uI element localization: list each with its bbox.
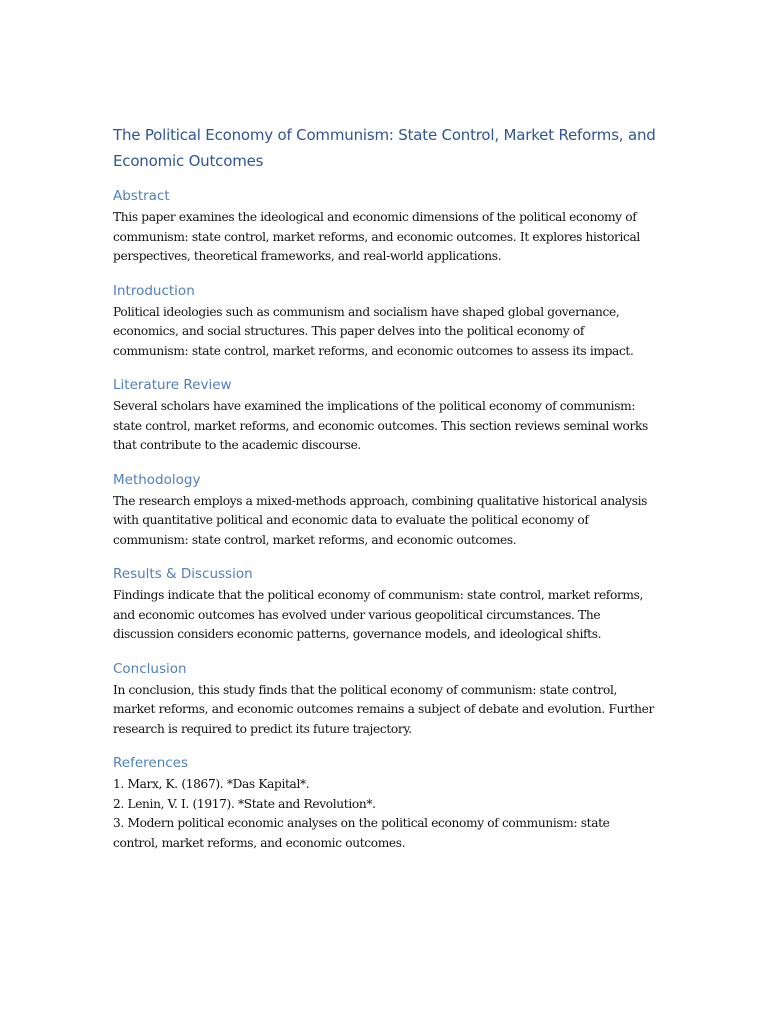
section-body: This paper examines the ideological and economic dimensions of the political economy of communism: state control, market reforms, and economic outcomes. It explores historical perspectives, theoretical frameworks, and real-world applications. bbox=[113, 210, 640, 263]
section-body: Findings indicate that the political economy of communism: state control, market reforms, and economic outcomes has evolved under various geopolitical circumstances. The discussion considers economic patterns, governance models, and ideological shifts. bbox=[113, 588, 644, 641]
section-conclusion bbox=[113, 659, 658, 740]
section-body: In conclusion, this study finds that the political economy of communism: state control, market reforms, and economic outcomes remains a subject of debate and evolution. Further research is required to predict its future trajectory. bbox=[113, 682, 654, 736]
section-heading: Results & Discussion bbox=[113, 566, 253, 582]
section-heading: Conclusion bbox=[113, 660, 187, 677]
section-literature-review bbox=[113, 375, 658, 456]
reference-item: 2. Lenin, V. I. (1917). *State and Revolution*. bbox=[113, 796, 376, 811]
section-results-discussion bbox=[113, 564, 658, 645]
section-heading: Abstract bbox=[113, 188, 170, 204]
document-title: The Political Economy of Communism: State Control, Market Reforms, and Economic Outcomes bbox=[113, 126, 656, 170]
section-introduction bbox=[113, 281, 658, 362]
reference-list bbox=[113, 775, 658, 853]
section-methodology bbox=[113, 470, 658, 551]
section-heading: References bbox=[113, 755, 189, 771]
section-heading: Methodology bbox=[113, 471, 201, 488]
section-abstract bbox=[113, 186, 658, 267]
section-heading: Literature Review bbox=[113, 377, 232, 393]
section-body: Political ideologies such as communism and socialism have shaped global governance, economics, and social structures. This paper delves into the political economy of communism: state control, market reforms, and economic outcomes to assess its impact. bbox=[113, 304, 634, 358]
reference-item: 1. Marx, K. (1867). *Das Kapital*. bbox=[113, 777, 310, 791]
section-references bbox=[113, 753, 658, 853]
reference-item: 3. Modern political economic analyses on the political economy of communism: state control, market reforms, and economic outcomes. bbox=[113, 816, 610, 850]
section-heading: Introduction bbox=[113, 282, 195, 299]
section-body: The research employs a mixed-methods approach, combining qualitative historical analysis with quantitative political and economic data to evaluate the political economy of communism: state control, market reforms, and economic outcomes. bbox=[113, 493, 648, 547]
document-page bbox=[113, 122, 658, 853]
section-body: Several scholars have examined the implications of the political economy of communism: state control, market reforms, and economic outcomes. This section reviews seminal works that contribute to the academic discourse. bbox=[113, 399, 648, 452]
